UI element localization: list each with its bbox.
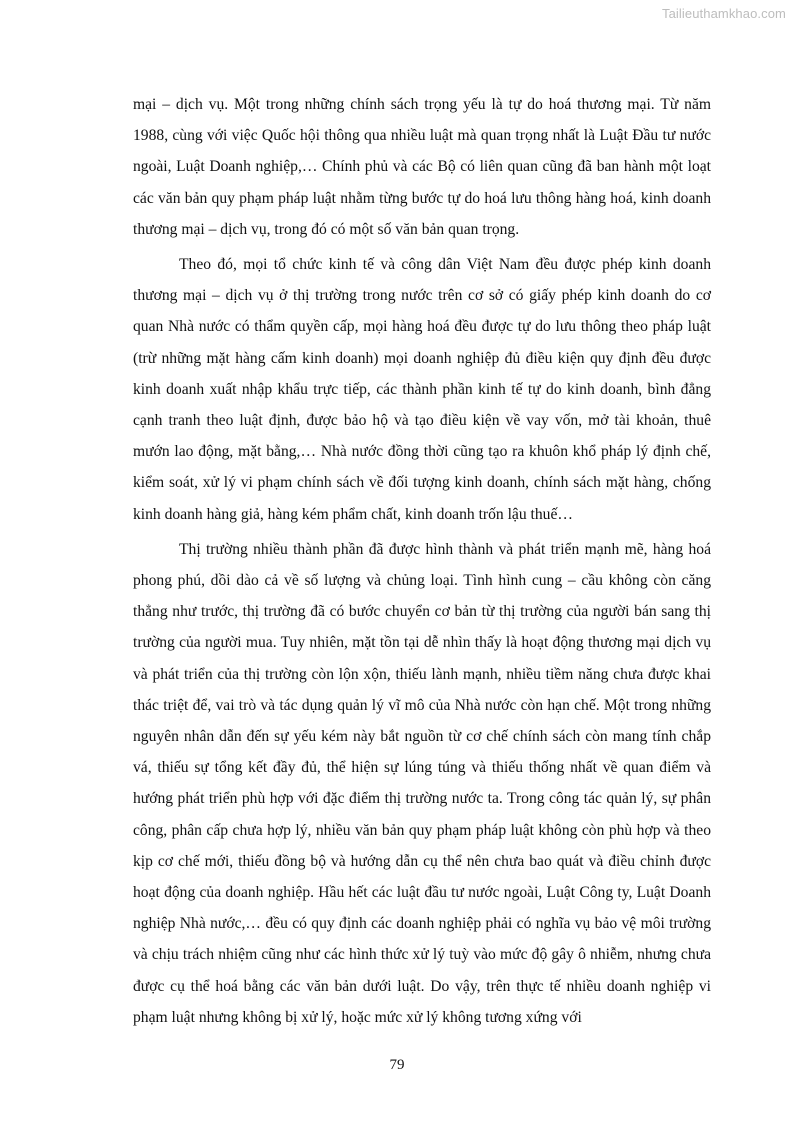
paragraph-continuation: mại – dịch vụ. Một trong những chính sách trọng yếu là tự do hoá thương mại. Từ năm 1988, cùng với việc Quốc hội thông qua nhiều luật mà quan trọng nhất là Luật Đầu tư nước ngoài, Luật Doanh nghiệp,… Chính phủ và các Bộ có liên quan cũng đã ban hành một loạt các văn bản quy phạm pháp luật nhằm từng bước tự do hoá lưu thông hàng hoá, kinh doanh thương mại – dịch vụ, trong đó có một số văn bản quan trọng. [133, 96, 711, 238]
paragraph-regulations: Theo đó, mọi tổ chức kinh tế và công dân Việt Nam đều được phép kinh doanh thương mại – dịch vụ ở thị trường trong nước trên cơ sở có giấy phép kinh doanh do cơ quan Nhà nước có thẩm quyền cấp, mọi hàng hoá đều được tự do lưu thông theo pháp luật (trừ những mặt hàng cấm kinh doanh) mọi doanh nghiệp đủ điều kiện quy định đều được kinh doanh xuất nhập khẩu trực tiếp, các thành phần kinh tế tự do kinh doanh, bình đẳng cạnh tranh theo luật định, được bảo hộ và tạo điều kiện về vay vốn, mở tài khoản, thuê mướn lao động, mặt bằng,… Nhà nước đồng thời cũng tạo ra khuôn khổ pháp lý định chế, kiểm soát, xử lý vi phạm chính sách về đối tượng kinh doanh, chính sách mặt hàng, chống kinh doanh hàng giả, hàng kém phẩm chất, kinh doanh trốn lậu thuế… [133, 256, 711, 523]
page-body [133, 89, 711, 1037]
watermark-text: Tailieuthamkhao.com [661, 6, 786, 21]
page-number: 79 [389, 1057, 405, 1073]
paragraph-market: Thị trường nhiều thành phần đã được hình thành và phát triển mạnh mẽ, hàng hoá phong phú, dồi dào cả về số lượng và chủng loại. Tình hình cung – cầu không còn căng thẳng như trước, thị trường đã có bước chuyển cơ bản từ thị trường của người bán sang thị trường của người mua. Tuy nhiên, mặt tồn tại dễ nhìn thấy là hoạt động thương mại dịch vụ và phát triển của thị trường còn lộn xộn, thiếu lành mạnh, nhiều tiềm năng chưa được khai thác triệt để, vai trò và tác dụng quản lý vĩ mô của Nhà nước còn hạn chế. Một trong những nguyên nhân dẫn đến sự yếu kém này bắt nguồn từ cơ chế chính sách còn mang tính chắp vá, thiếu sự tổng kết đầy đủ, thể hiện sự lúng túng và thiếu thống nhất về quan điểm và hướng phát triển phù hợp với đặc điểm thị trường nước ta. Trong công tác quản lý, sự phân công, phân cấp chưa hợp lý, nhiều văn bản quy phạm pháp luật không còn phù hợp và theo kịp cơ chế mới, thiếu đồng bộ và hướng dẫn cụ thể nên chưa bao quát và điều chỉnh được hoạt động của doanh nghiệp. Hầu hết các luật đầu tư nước ngoài, Luật Công ty, Luật Doanh nghiệp Nhà nước,… đều có quy định các doanh nghiệp phải có nghĩa vụ bảo vệ môi trường và chịu trách nhiệm cũng như các hình thức xử lý tuỳ vào mức độ gây ô nhiễm, nhưng chưa được cụ thể hoá bằng các văn bản dưới luật. Do vậy, trên thực tế nhiều doanh nghiệp vi phạm luật nhưng không bị xử lý, hoặc mức xử lý không tương xứng với [133, 540, 711, 1026]
